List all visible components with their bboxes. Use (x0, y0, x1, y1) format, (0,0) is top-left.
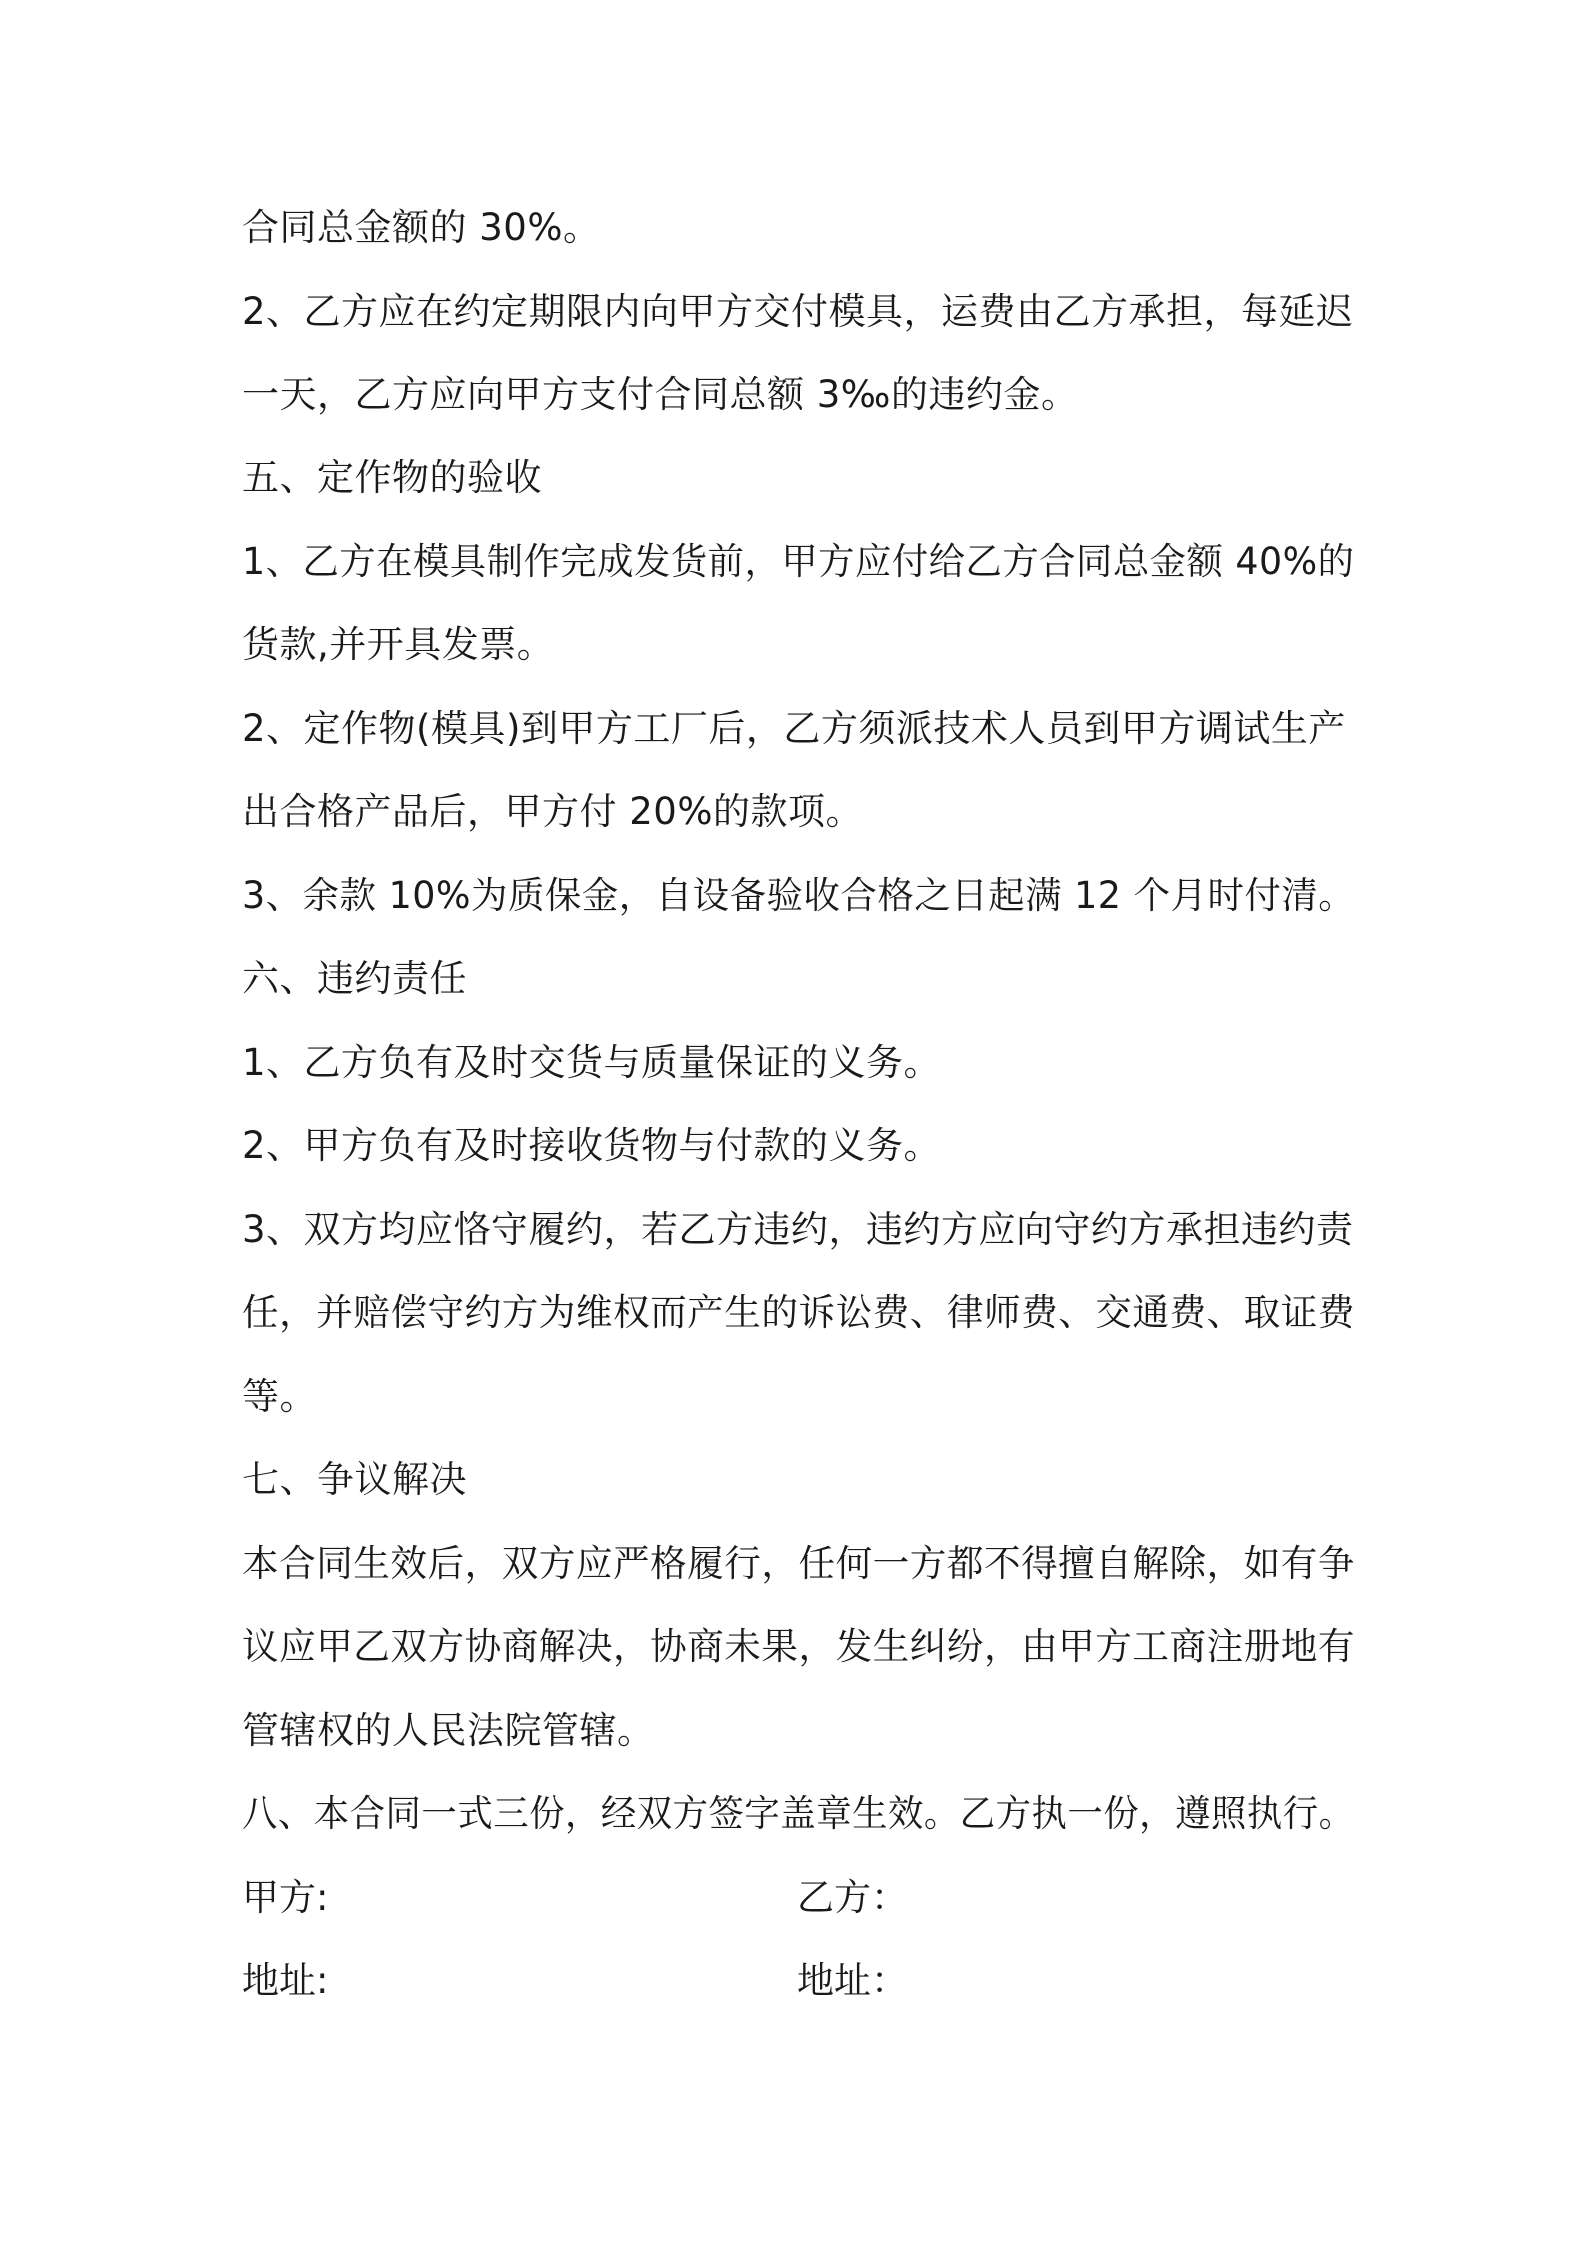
paragraph-line: 八、本合同一式三份，经双方签字盖章生效。乙方执一份，遵照执行。 (242, 1792, 1355, 1835)
paragraph-line: 议应甲乙双方协商解决，协商未果，发生纠纷，由甲方工商注册地有 (242, 1625, 1355, 1668)
section-heading: 七、争议解决 (242, 1458, 467, 1501)
paragraph-line: 一天，乙方应向甲方支付合同总额 3‰的违约金。 (242, 373, 1079, 416)
address-a-label: 地址: (242, 1959, 329, 2002)
address-b-label: 地址： (797, 1959, 908, 2002)
paragraph-line: 3、余款 10%为质保金，自设备验收合格之日起满 12 个月时付清。 (242, 874, 1356, 917)
paragraph-line: 2、甲方负有及时接收货物与付款的义务。 (242, 1124, 942, 1167)
paragraph-line: 2、定作物(模具)到甲方工厂后，乙方须派技术人员到甲方调试生产 (242, 707, 1346, 750)
party-a-label: 甲方: (242, 1876, 329, 1919)
paragraph-line: 1、乙方在模具制作完成发货前，甲方应付给乙方合同总金额 40%的 (242, 540, 1355, 583)
paragraph-line: 本合同生效后，双方应严格履行，任何一方都不得擅自解除，如有争 (242, 1542, 1355, 1585)
paragraph-line: 3、双方均应恪守履约，若乙方违约，违约方应向守约方承担违约责 (242, 1208, 1354, 1251)
paragraph-line: 1、乙方负有及时交货与质量保证的义务。 (242, 1041, 942, 1084)
paragraph-line: 管辖权的人民法院管辖。 (242, 1709, 655, 1752)
paragraph-line: 2、乙方应在约定期限内向甲方交付模具，运费由乙方承担，每延迟 (242, 290, 1354, 333)
paragraph-line: 等。 (242, 1375, 317, 1418)
paragraph-line: 任，并赔偿守约方为维权而产生的诉讼费、律师费、交通费、取证费 (242, 1291, 1355, 1334)
paragraph-line: 货款,并开具发票。 (242, 623, 555, 666)
party-b-label: 乙方： (797, 1876, 908, 1919)
paragraph-line: 合同总金额的 30%。 (242, 206, 601, 249)
section-heading: 六、违约责任 (242, 957, 467, 1000)
paragraph-line: 出合格产品后，甲方付 20%的款项。 (242, 790, 863, 833)
section-heading: 五、定作物的验收 (242, 456, 542, 499)
